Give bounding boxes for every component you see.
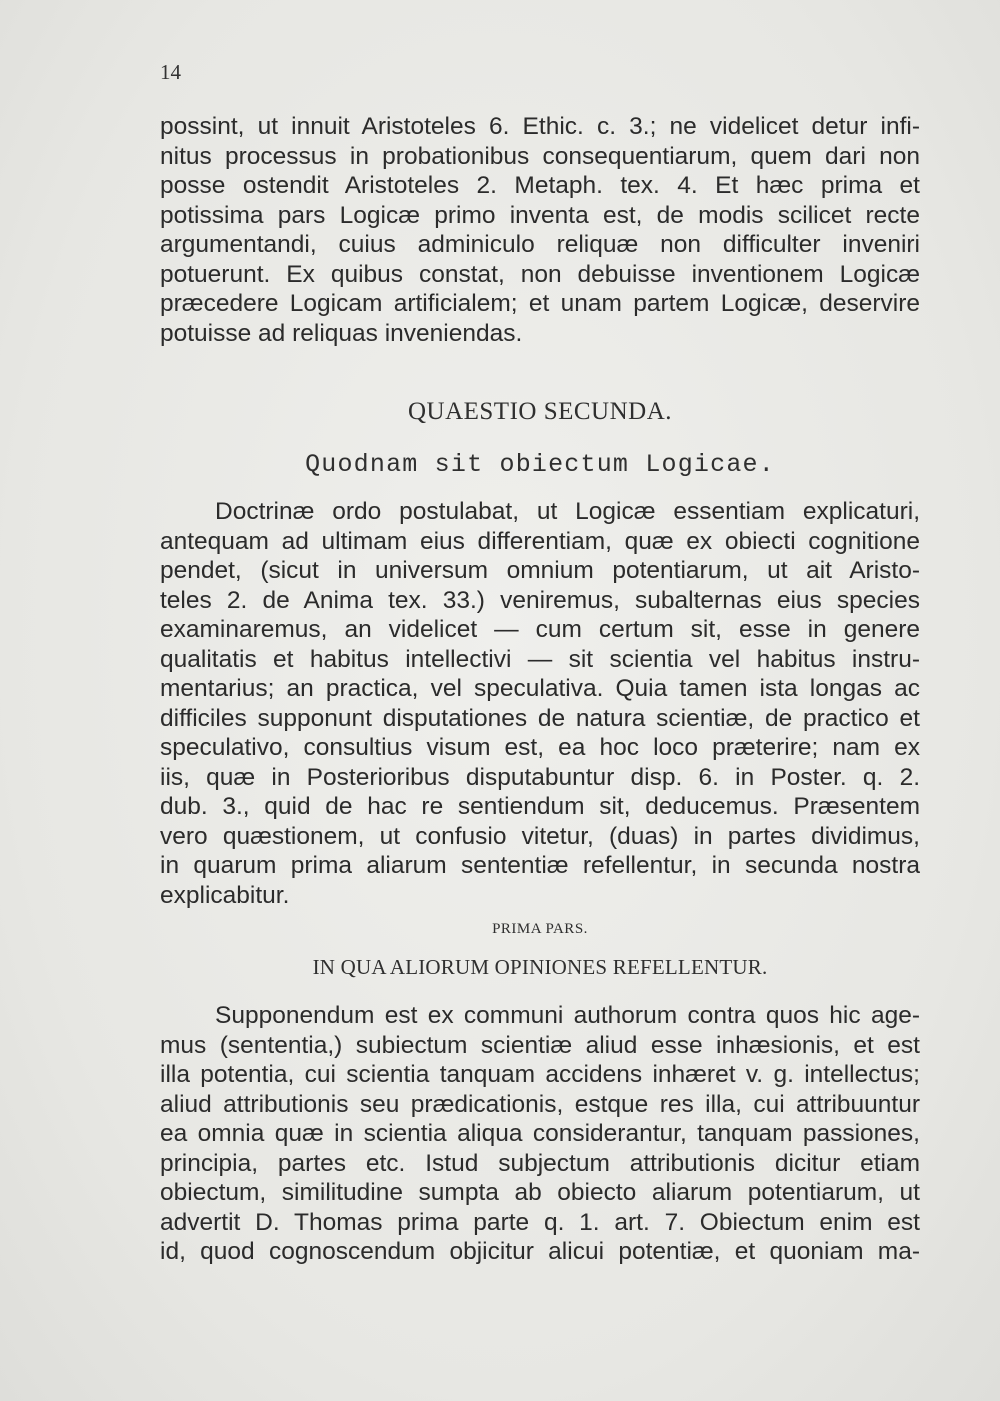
text-line: potuerunt. Ex quibus constat, non debuisse inventionem Logicæ: [160, 260, 920, 288]
text-line: mus (sententia,) subiectum scientiæ aliud esse inhæsionis, et est: [160, 1031, 920, 1059]
paragraph-3: [160, 1001, 920, 1267]
text-line: ea omnia quæ in scientia aliqua considerantur, tanquam passiones,: [160, 1120, 920, 1147]
text-line: iis, quæ in Posterioribus disputabuntur disp. 6. in Poster. q. 2.: [160, 763, 920, 791]
text-line: posse ostendit Aristoteles 2. Metaph. tex. 4. Et hæc prima et: [160, 172, 920, 199]
text-line: principia, partes etc. Istud subjectum attributionis dicitur etiam: [160, 1149, 920, 1177]
text-line: mentarius; an practica, vel speculativa. Quia tamen ista longas ac: [160, 675, 920, 702]
text-line: aliud attributionis seu prædicationis, estque res illa, cui attribuuntur: [160, 1090, 920, 1118]
page-number: 14: [160, 60, 181, 84]
text-line: vero quæstionem, ut confusio vitetur, (duas) in partes dividimus,: [160, 822, 920, 850]
section-subtitle: Quodnam sit obiectum Logicae.: [305, 450, 775, 479]
text-line: qualitatis et habitus intellectivi — sit scientia vel habitus instru-: [160, 645, 920, 673]
text-line: advertit D. Thomas prima parte q. 1. art. 7. Obiectum enim est: [160, 1208, 920, 1236]
text-line: potissima pars Logicæ primo inventa est, de modis scilicet recte: [160, 201, 920, 229]
text-line: obiectum, similitudine sumpta ab obiecto aliarum potentiarum, ut: [160, 1179, 920, 1206]
section-heading: QUAESTIO SECUNDA.: [407, 398, 673, 425]
text-line: potuisse ad reliquas inveniendas.: [160, 319, 523, 347]
text-line: in quarum prima aliarum sententiæ refellentur, in secunda nostra: [160, 852, 920, 879]
text-line: explicabitur.: [160, 881, 290, 909]
text-line: pendet, (sicut in universum omnium potentiarum, ut ait Aristo-: [160, 557, 920, 584]
text-line: possint, ut innuit Aristoteles 6. Ethic. c. 3.; ne videlicet detur infi-: [160, 113, 920, 140]
text-line: illa potentia, cui scientia tanquam accidens inhæret v. g. intellectus;: [160, 1061, 920, 1088]
text-line: nitus processus in probationibus consequentiarum, quem dari non: [160, 142, 920, 170]
text-line: dub. 3., quid de hac re sentiendum sit, deducemus. Præsentem: [160, 793, 920, 820]
paragraph-1: [160, 112, 920, 348]
text-line: id, quod cognoscendum objicitur alicui potentiæ, et quoniam ma-: [160, 1238, 920, 1265]
text-line: difficiles supponunt disputationes de natura scientiæ, de practico et: [160, 704, 920, 732]
text-line: examinaremus, an videlicet — cum certum sit, esse in genere: [160, 616, 920, 643]
text-line: Doctrinæ ordo postulabat, ut Logicæ essentiam explicaturi,: [215, 498, 920, 525]
text-line: antequam ad ultimam eius differentiam, quæ ex obiecti cognitione: [160, 527, 920, 555]
text-line: argumentandi, cuius adminiculo reliquæ non difficulter inveniri: [160, 231, 920, 258]
text-line: speculativo, consultius visum est, ea hoc loco præterire; nam ex: [160, 734, 920, 761]
text-line: teles 2. de Anima tex. 33.) veniremus, subalternas eius species: [160, 586, 920, 614]
text-line: Supponendum est ex communi authorum contra quos hic age-: [215, 1002, 920, 1029]
part-heading: PRIMA PARS.: [492, 921, 588, 937]
text-line: præcedere Logicam artificialem; et unam partem Logicæ, deservire: [160, 290, 920, 317]
part-subtitle: IN QUA ALIORUM OPINIONES REFELLENTUR.: [312, 955, 768, 979]
paragraph-2: [160, 497, 920, 910]
